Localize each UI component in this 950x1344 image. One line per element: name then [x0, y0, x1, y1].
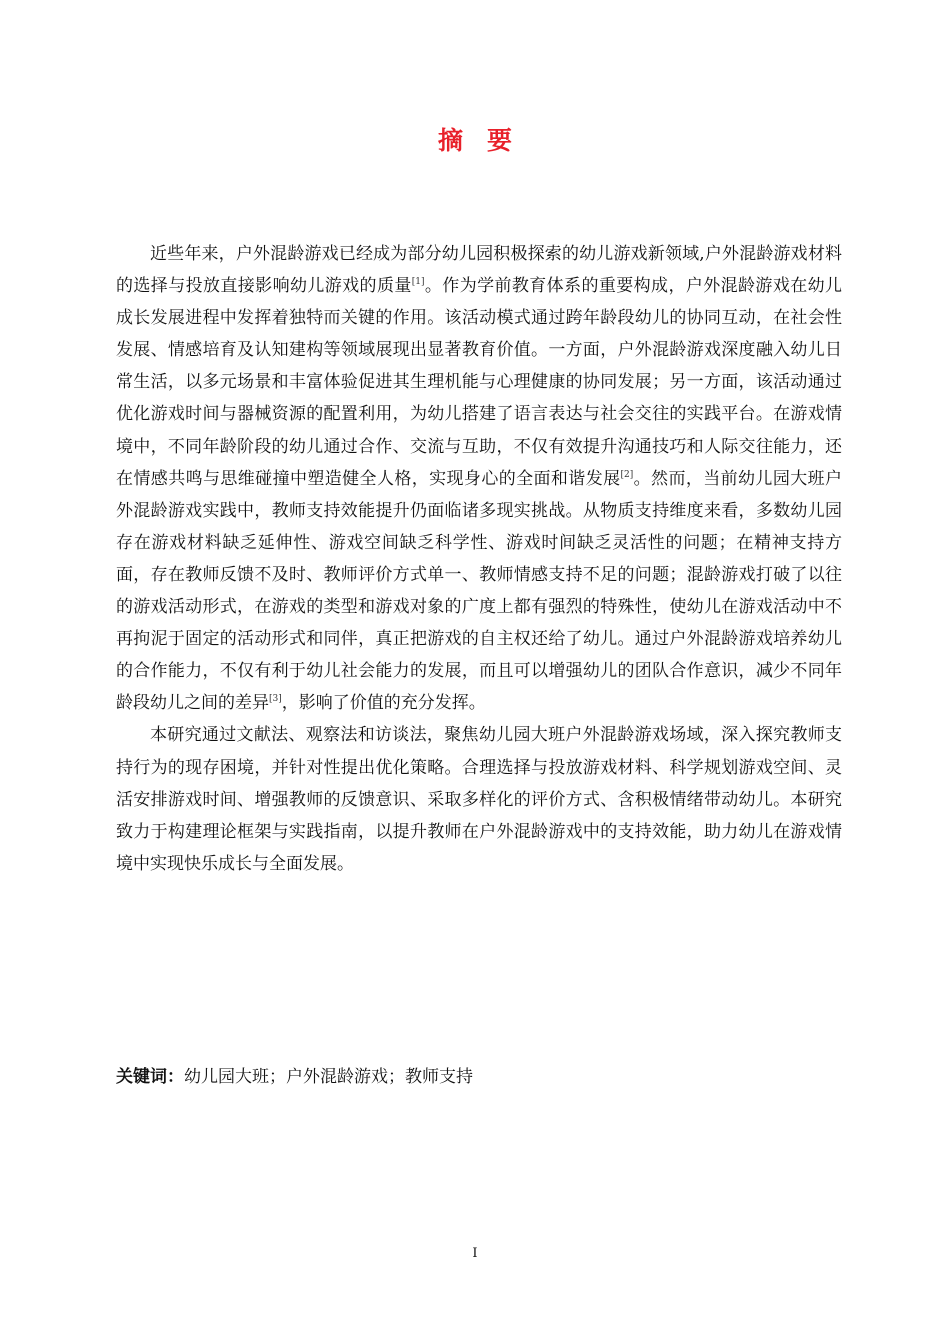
citation-ref[interactable]: [3] — [269, 694, 282, 705]
paragraph-text: 。作为学前教育体系的重要构成，户外混龄游戏在幼儿成长发展进程中发挥着独特而关键的作用。该活动模式通过跨年龄段幼儿的协同互动，在社会性发展、情感培育及认知建构等领域展现出显著教育价值。一方面，户外混龄游戏深度融入幼儿日常生活，以多元场景和丰富体验促进其生理机能与心理健康的协同发展；另一方面，该活动通过优化游戏时间与器械资源的配置利用，为幼儿搭建了语言表达与社会交往的实践平台。在游戏情境中，不同年龄阶段的幼儿通过合作、交流与互助，不仅有效提升沟通技巧和人际交往能力，还在情感共鸣与思维碰撞中塑造健全人格，实现身心的全面和谐发展 — [116, 276, 843, 489]
keywords-line — [116, 1065, 473, 1089]
abstract-body — [116, 238, 842, 880]
keywords-value: 幼儿园大班；户外混龄游戏；教师支持 — [184, 1067, 473, 1087]
page-number: I — [472, 1246, 478, 1261]
citation-ref[interactable]: [1] — [411, 277, 425, 288]
paragraph-text: 。然而，当前幼儿园大班户外混龄游戏实践中，教师支持效能提升仍面临诸多现实挑战。从物质支持维度来看，多数幼儿园存在游戏材料缺乏延伸性、游戏空间缺乏科学性、游戏时间缺乏灵活性的问题；在精神支持方面，存在教师反馈不及时、教师评价方式单一、教师情感支持不足的问题；混龄游戏打破了以往的游戏活动形式，在游戏的类型和游戏对象的广度上都有强烈的特殊性，使幼儿在游戏活动中不再拘泥于固定的活动形式和同伴，真正把游戏的自主权还给了幼儿。通过户外混龄游戏培养幼儿的合作能力，不仅有利于幼儿社会能力的发展，而且可以增强幼儿的团队合作意识，减少不同年龄段幼儿之间的差异 — [116, 468, 843, 714]
paragraph-text: 近些年来，户外混龄游戏已经成为部分幼儿园积极探索的幼儿游戏新领域,户外混龄游戏材料的选择与投放直接影响幼儿游戏的质量 — [116, 244, 842, 297]
paragraph-text: 本研究通过文献法、观察法和访谈法，聚焦幼儿园大班户外混龄游戏场域，深入探究教师支持行为的现存困境，并针对性提出优化策略。合理选择与投放游戏材料、科学规划游戏空间、灵活安排游戏时间、增强教师的反馈意识、采取多样化的评价方式、含积极情绪带动幼儿。本研究致力于构建理论框架与实践指南，以提升教师在户外混龄游戏中的支持效能，助力幼儿在游戏情境中实现快乐成长与全面发展。 — [116, 725, 842, 874]
abstract-title: 摘要 — [437, 126, 536, 155]
keywords-label: 关键词： — [116, 1067, 184, 1087]
citation-ref[interactable]: [2] — [620, 469, 634, 480]
abstract-paragraph-1 — [116, 238, 842, 719]
paragraph-text: ，影响了价值的充分发挥。 — [281, 693, 486, 714]
abstract-paragraph-2 — [116, 719, 842, 879]
